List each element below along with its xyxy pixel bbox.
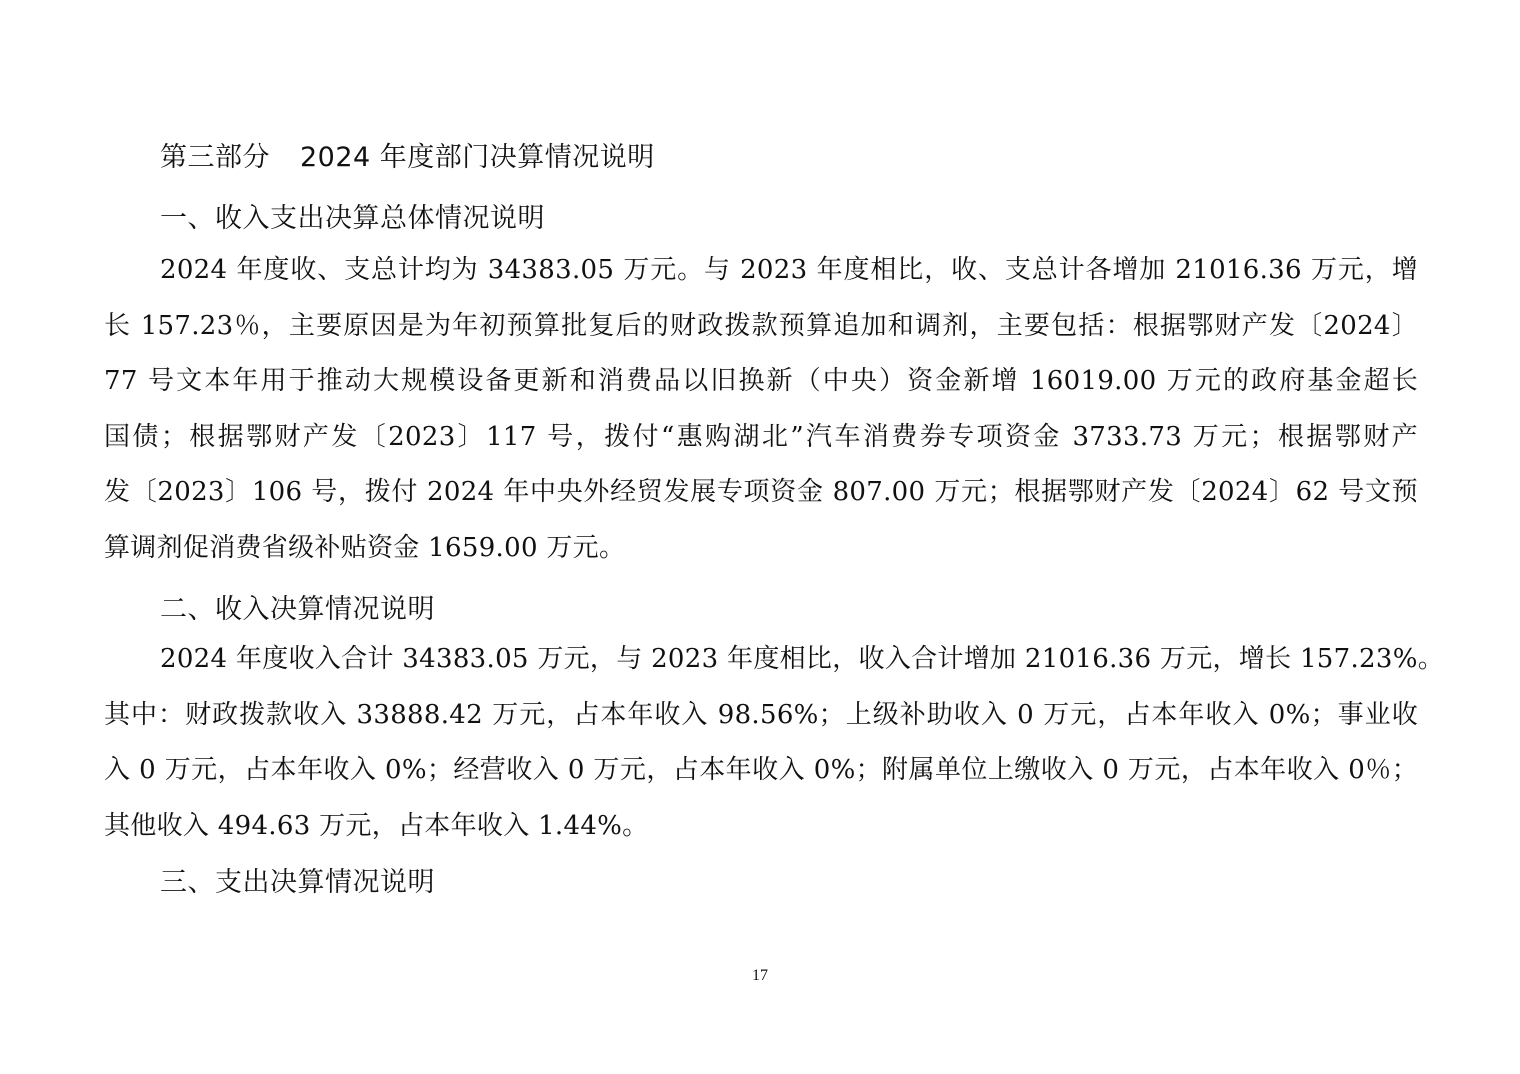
paragraph-income	[104, 632, 1445, 854]
part-title-label: 第三部分	[160, 142, 270, 173]
paragraph-overall	[104, 243, 1418, 576]
page-number: 17	[752, 967, 768, 984]
paragraph-line: 2024 年度收、支总计均为 34383.05 万元。与 2023 年度相比，收、支总计各增加 21016.36 万元，增	[160, 255, 1418, 285]
part-title	[160, 141, 655, 175]
paragraph-line: 国债；根据鄂财产发〔2023〕117 号，拨付“惠购湖北”汽车消费券专项资金 3733.73 万元；根据鄂财产	[104, 421, 1418, 452]
paragraph-line: 2024 年度收入合计 34383.05 万元，与 2023 年度相比，收入合计增加 21016.36 万元，增长 157.23%。	[160, 644, 1445, 674]
paragraph-line: 其中：财政拨款收入 33888.42 万元，占本年收入 98.56%；上级补助收入 0 万元，占本年收入 0%；事业收	[104, 699, 1418, 730]
section-heading-overall: 一、收入支出决算总体情况说明	[160, 203, 545, 234]
paragraph-line: 入 0 万元，占本年收入 0%；经营收入 0 万元，占本年收入 0%；附属单位上缴收入 0 万元，占本年收入 0％；	[104, 755, 1418, 785]
paragraph-line: 其他收入 494.63 万元，占本年收入 1.44%。	[104, 810, 649, 841]
paragraph-line: 算调剂促消费省级补贴资金 1659.00 万元。	[104, 532, 626, 563]
part-title-text: 2024 年度部门决算情况说明	[300, 142, 655, 173]
paragraph-line: 发〔2023〕106 号，拨付 2024 年中央外经贸发展专项资金 807.00 万元；根据鄂财产发〔2024〕62 号文预	[104, 477, 1418, 507]
section-heading-income: 二、收入决算情况说明	[160, 594, 435, 625]
section-heading-expenditure: 三、支出决算情况说明	[160, 867, 435, 898]
paragraph-line: 77 号文本年用于推动大规模设备更新和消费品以旧换新（中央）资金新增 16019.00 万元的政府基金超长	[104, 366, 1418, 396]
paragraph-line: 长 157.23％，主要原因是为年初预算批复后的财政拨款预算追加和调剂，主要包括：根据鄂财产发〔2024〕	[104, 310, 1418, 341]
